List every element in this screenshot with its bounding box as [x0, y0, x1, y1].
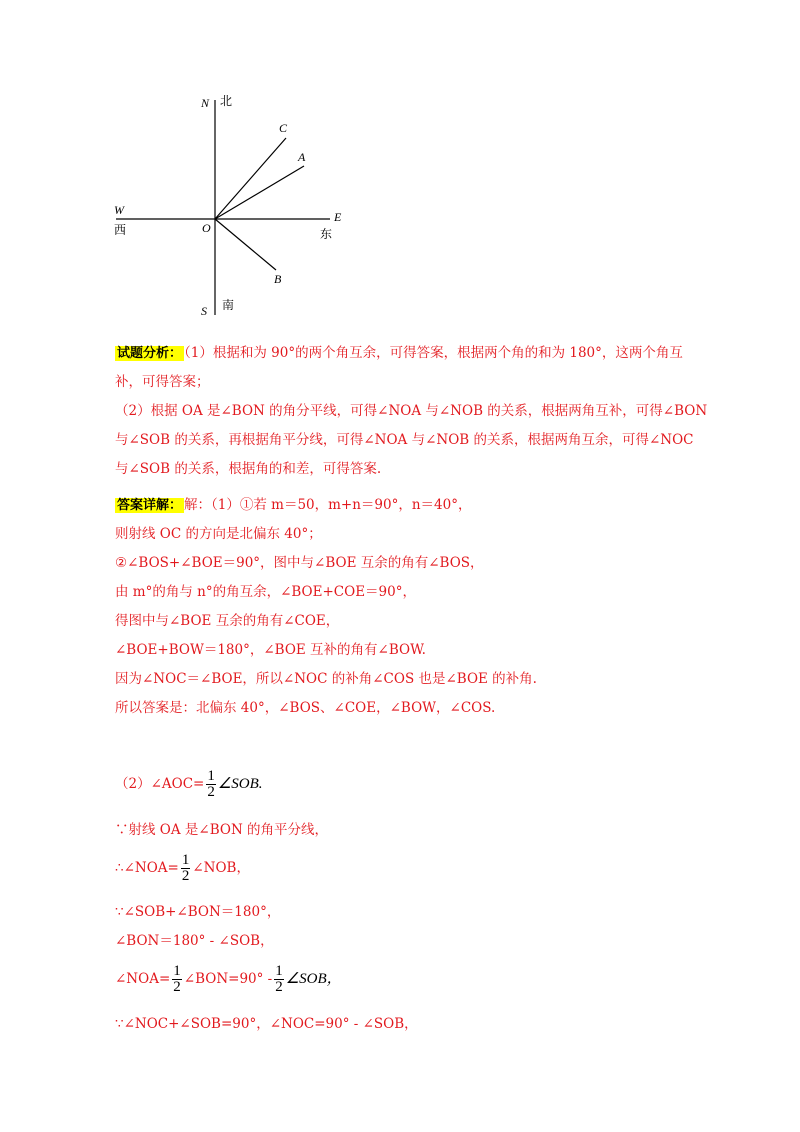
part2-line-1: [115, 768, 263, 800]
label-c: C: [279, 121, 288, 135]
ray-ob: [215, 219, 276, 270]
part2-l1-suffix: ∠SOB.: [217, 776, 263, 792]
label-a: A: [298, 150, 306, 164]
part2-l6-prefix: ∠NOA=: [115, 971, 171, 987]
answer-line-6: ∠BOE+BOW＝180°，∠BOE 互补的角有∠BOW.: [115, 642, 426, 658]
analysis-tag: 试题分析：: [117, 346, 183, 361]
answer-line-1: [115, 494, 471, 517]
analysis-text-1: （1）根据和为 90°的两个角互余，可得答案，根据两个角的和为 180°，这两个角互: [184, 345, 683, 361]
answer-line-5: 得图中与∠BOE 互余的角有∠COE，: [115, 613, 340, 629]
label-e: E: [334, 210, 342, 224]
part2-line-7: ∵∠NOC+∠SOB=90°，∠NOC=90° - ∠SOB，: [115, 1016, 418, 1032]
label-s: S: [201, 304, 207, 318]
analysis-line-2: 补，可得答案；: [115, 374, 210, 390]
label-east: 东: [320, 227, 333, 241]
analysis-line-3: （2）根据 OA 是∠BON 的角分平线，可得∠NOA 与∠NOB 的关系，根据两角互补，可得∠BON: [115, 403, 708, 419]
part2-line-5: ∠BON＝180° - ∠SOB，: [115, 933, 274, 949]
label-n: N: [201, 96, 210, 110]
fraction-half-3: $\frac{1}{2}$: [173, 963, 181, 995]
answer-line-7: 因为∠NOC＝∠BOE，所以∠NOC 的补角∠COS 也是∠BOE 的补角.: [115, 671, 537, 687]
part2-l6-suffix: ∠SOB，: [285, 971, 342, 987]
label-west: 西: [114, 223, 127, 237]
answer-line-3: ②∠BOS+∠BOE＝90°，图中与∠BOE 互余的角有∠BOS，: [115, 555, 484, 571]
label-south: 南: [222, 298, 235, 312]
label-o: O: [202, 221, 211, 235]
part2-l6-mid: ∠BON=90° -: [183, 971, 273, 987]
label-b: B: [274, 272, 282, 286]
analysis-line-1: [115, 342, 683, 365]
part2-line-3: [115, 852, 250, 884]
part2-line-2: ∵射线 OA 是∠BON 的角平分线，: [115, 822, 329, 838]
answer-text-1: 解：（1）①若 m＝50，m+n＝90°，n＝40°，: [184, 497, 472, 513]
compass-diagram: [108, 90, 358, 325]
part2-line-4: ∵∠SOB+∠BON＝180°，: [115, 904, 281, 920]
analysis-line-4: 与∠SOB 的关系，再根据角平分线，可得∠NOA 与∠NOB 的关系，根据两角互余，可得∠NOC: [115, 432, 694, 448]
fraction-half-4: $\frac{1}{2}$: [275, 963, 283, 995]
part2-line-6: [115, 963, 342, 995]
analysis-line-5: 与∠SOB 的关系，根据角的和差，可得答案.: [115, 461, 382, 477]
ray-oc: [215, 138, 286, 219]
fraction-half-1: $\frac{1}{2}$: [207, 768, 215, 800]
answer-line-2: 则射线 OC 的方向是北偏东 40°；: [115, 526, 322, 542]
part2-l3-suffix: ∠NOB，: [192, 860, 250, 876]
answer-line-4: 由 m°的角与 n°的角互余，∠BOE+COE＝90°，: [115, 584, 416, 600]
part2-l3-prefix: ∴∠NOA=: [115, 860, 179, 876]
label-w: W: [114, 203, 124, 217]
answer-line-8: 所以答案是：北偏东 40°，∠BOS、∠COE，∠BOW，∠COS.: [115, 700, 496, 716]
part2-l1-prefix: （2）∠AOC=: [115, 776, 205, 792]
compass-svg: [108, 90, 358, 325]
label-north: 北: [220, 94, 233, 108]
answer-tag: 答案详解：: [117, 498, 183, 513]
fraction-half-2: $\frac{1}{2}$: [181, 852, 190, 884]
ray-oa: [215, 166, 304, 219]
